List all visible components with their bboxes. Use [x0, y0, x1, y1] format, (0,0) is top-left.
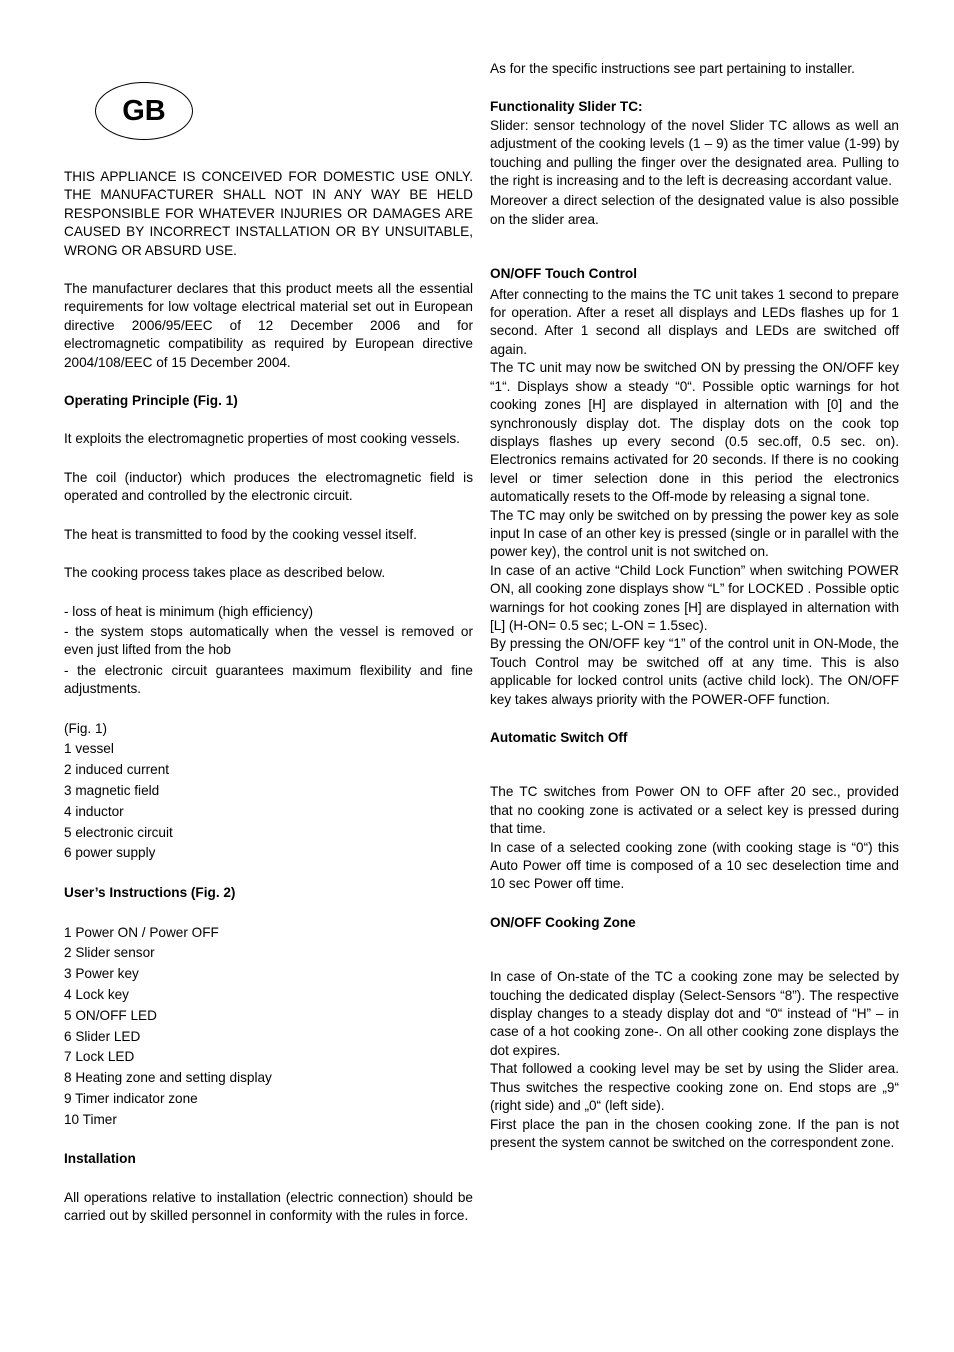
- installation-heading: Installation: [64, 1151, 136, 1167]
- operating-paragraph-3: The heat is transmitted to food by the cooking vessel itself.: [64, 526, 417, 542]
- list-item: 4 inductor: [64, 803, 124, 819]
- onoff-touch-control-heading: ON/OFF Touch Control: [490, 266, 637, 282]
- onoff-cooking-zone-heading: ON/OFF Cooking Zone: [490, 914, 636, 930]
- list-item: 1 Power ON / Power OFF: [64, 924, 219, 940]
- operating-principle-heading: Operating Principle (Fig. 1): [64, 393, 238, 409]
- slider-heading: Functionality Slider TC:: [490, 99, 643, 115]
- list-item: 5 electronic circuit: [64, 824, 173, 840]
- left-column: [64, 60, 473, 1226]
- slider-paragraph-2: Moreover a direct selection of the designated value is also possible on the slider area.: [490, 193, 899, 227]
- zone-paragraph-3: First place the pan in the chosen cooking zone. If the pan is not present the system cannot be switched on the correspondent zone.: [490, 1116, 899, 1150]
- list-item: 5 ON/OFF LED: [64, 1007, 157, 1023]
- onoff-paragraph-3: The TC may only be switched on by pressing the power key as sole input In case of an other key is pressed (single or in parallel with the power key), the control unit is not switched on.: [490, 507, 899, 560]
- list-item: 7 Lock LED: [64, 1049, 135, 1065]
- list-item: 3 magnetic field: [64, 782, 160, 798]
- country-badge-gb: GB: [95, 82, 193, 140]
- installer-note: As for the specific instructions see part pertaining to installer.: [490, 61, 855, 76]
- list-item: 2 Slider sensor: [64, 945, 155, 961]
- auto-paragraph-2: In case of a selected cooking zone (with cooking stage is “0“) this Auto Power off time is composed of a 10 sec deselection time and 10 sec Power off time.: [490, 839, 899, 892]
- auto-paragraph-1: The TC switches from Power ON to OFF after 20 sec., provided that no cooking zone is activated or a select key is pressed during that time.: [490, 784, 899, 837]
- list-item: (Fig. 1): [64, 720, 108, 736]
- fig2-legend-list: [64, 923, 473, 1131]
- onoff-paragraph-5: By pressing the ON/OFF key “1” of the control unit in ON-Mode, the Touch Control may be switched off at any time. This is also applicable for locked control units (active child lock). The ON/OFF key takes always priority with the POWER-OFF function.: [490, 636, 899, 707]
- slider-paragraph-1: Slider: sensor technology of the novel Slider TC allows as well an adjustment of the cooking levels (1 – 9) as the timer value (1-99) by touching and pulling the finger over the designated area. Pulling to the right is increasing and to the left is decreasing accordant value.: [490, 117, 899, 189]
- list-item: 10 Timer: [64, 1111, 117, 1127]
- list-item: 2 induced current: [64, 762, 170, 778]
- onoff-paragraph-4: In case of an active “Child Lock Function” when switching POWER ON, all cooking zone displays show “L” for LOCKED . Possible optic warnings for hot cooking zones [H] are displayed in alternation with [L] (H-ON= 0.5 sec; L-ON = 1.5sec).: [490, 562, 899, 633]
- operating-paragraph-4: The cooking process takes place as described below.: [64, 565, 386, 581]
- declaration-paragraph: The manufacturer declares that this product meets all the essential requirements for low voltage electrical material set out in European directive 2006/95/EEC of 12 December 2006 and for electromagnetic compatibility as required by European directive 2004/108/EEC of 15 December 2004.: [64, 281, 473, 370]
- operating-paragraph-1: It exploits the electromagnetic properties of most cooking vessels.: [64, 431, 460, 447]
- operating-paragraph-2: The coil (inductor) which produces the electromagnetic field is operated and controlled by the electronic circuit.: [64, 469, 473, 504]
- list-item: 6 Slider LED: [64, 1028, 141, 1044]
- users-instructions-heading: User’s Instructions (Fig. 2): [64, 885, 236, 901]
- bullet-item: - the electronic circuit guarantees maximum flexibility and fine adjustments.: [64, 662, 473, 697]
- disclaimer-paragraph: THIS APPLIANCE IS CONCEIVED FOR DOMESTIC USE ONLY. THE MANUFACTURER SHALL NOT IN ANY WAY BE HELD RESPONSIBLE FOR WHATEVER INJURIES OR DAMAGES ARE CAUSED BY INCORRECT INSTALLATION OR BY UNSUITABLE, WRONG OR ABSURD USE.: [64, 169, 473, 258]
- onoff-paragraph-1: After connecting to the mains the TC unit takes 1 second to prepare for operation. After a reset all displays and LEDs flashes up for 1 second. After 1 second all displays and LEDs are switched off again.: [490, 286, 899, 357]
- zone-paragraph-1: In case of On-state of the TC a cooking zone may be selected by touching the dedicated display (Select-Sensors “8”). The respective display changes to a steady display dot and “0“ instead of “H” – in case of a hot cooking zone-. On all other cooking zone displays the dot expires.: [490, 969, 899, 1058]
- zone-paragraph-2: That followed a cooking level may be set by using the Slider area. Thus switches the respective cooking zone on. End stops are „9“ (right side) and „0“ (left side).: [490, 1061, 899, 1114]
- list-item: 3 Power key: [64, 966, 139, 982]
- list-item: 6 power supply: [64, 845, 156, 861]
- list-item: 9 Timer indicator zone: [64, 1090, 198, 1106]
- list-item: 4 Lock key: [64, 986, 129, 1002]
- fig1-legend-list: [64, 719, 473, 865]
- installation-paragraph: All operations relative to installation (electric connection) should be carried out by skilled personnel in conformity with the rules in force.: [64, 1189, 473, 1224]
- bullet-item: - loss of heat is minimum (high efficiency): [64, 603, 314, 619]
- list-item: 8 Heating zone and setting display: [64, 1070, 272, 1086]
- automatic-switch-off-heading: Automatic Switch Off: [490, 730, 628, 745]
- list-item: 1 vessel: [64, 741, 114, 757]
- right-column: [490, 60, 899, 1152]
- onoff-paragraph-2: The TC unit may now be switched ON by pressing the ON/OFF key “1“. Displays show a steady “0“. Possible optic warnings for hot cooking zones [H] are displayed in alternation with [0] and the synchronously display dot. The display dots on the cook top displays flashes up every second (0.5 sec.off, 0.5 sec. on). Electronics remains activated for 20 seconds. If there is no cooking level or timer selection done in this period the electronics automatically resets to the Off-mode by releasing a signal tone.: [490, 360, 899, 505]
- bullet-item: - the system stops automatically when the vessel is removed or even just lifted from the hob: [64, 623, 473, 658]
